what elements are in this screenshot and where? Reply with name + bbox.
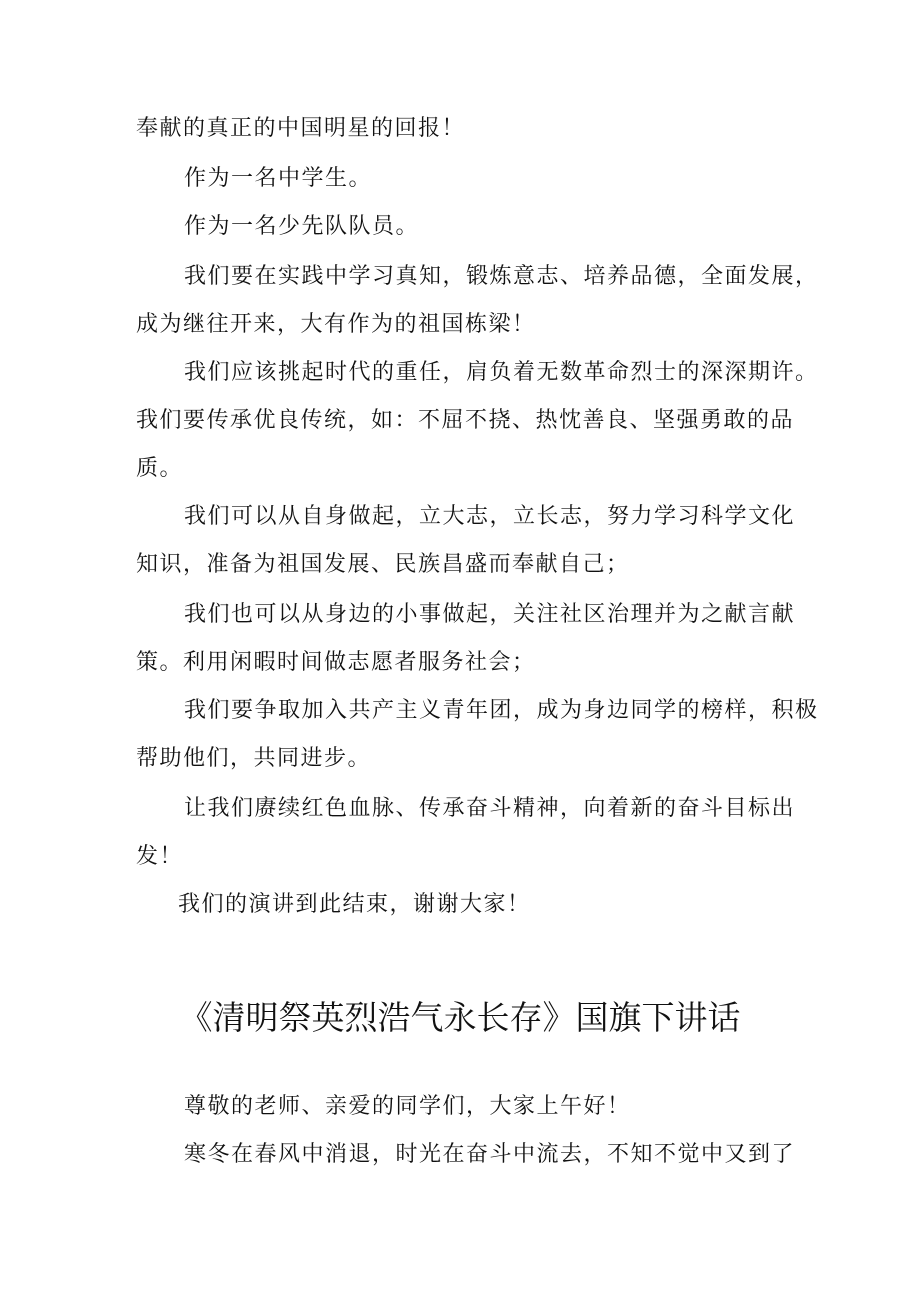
closing-line: 我们的演讲到此结束，谢谢大家！ <box>178 892 531 917</box>
paragraph-line: 我们要在实践中学习真知，锻炼意志、培养品德，全面发展， <box>184 264 819 289</box>
paragraph-line: 我们可以从自身做起，立大志，立长志，努力学习科学文化 <box>184 504 796 529</box>
greeting-line: 尊敬的老师、亲爱的同学们，大家上午好！ <box>184 1094 631 1119</box>
paragraph-line: 知识，准备为祖国发展、民族昌盛而奉献自己； <box>136 552 630 577</box>
paragraph-line: 让我们赓续红色血脉、传承奋斗精神，向着新的奋斗目标出 <box>184 796 796 821</box>
paragraph-line: 发！ <box>136 844 184 869</box>
paragraph-line: 策。利用闲暇时间做志愿者服务社会； <box>136 650 536 675</box>
paragraph-line: 我们要争取加入共产主义青年团，成为身边同学的榜样，积极 <box>184 698 819 723</box>
paragraph-line: 作为一名少先队队员。 <box>184 214 420 239</box>
paragraph-line: 我们应该挑起时代的重任，肩负着无数革命烈士的深深期许。 <box>184 360 819 385</box>
paragraph-line: 我们也可以从身边的小事做起，关注社区治理并为之献言献 <box>184 602 796 627</box>
paragraph-line: 我们要传承优良传统，如：不屈不挠、热忱善良、坚强勇敢的品 <box>136 408 795 433</box>
paragraph-line: 作为一名中学生。 <box>184 166 373 191</box>
paragraph-line: 成为继往开来，大有作为的祖国栋梁！ <box>136 312 536 337</box>
speech-title: 《清明祭英烈浩气永长存》国旗下讲话 <box>179 998 741 1037</box>
paragraph-line: 奉献的真正的中国明星的回报！ <box>136 116 466 141</box>
paragraph-line: 寒冬在春风中消退，时光在奋斗中流去，不知不觉中又到了 <box>184 1142 796 1167</box>
paragraph-line: 质。 <box>136 456 184 481</box>
paragraph-line: 帮助他们，共同进步。 <box>136 746 372 771</box>
